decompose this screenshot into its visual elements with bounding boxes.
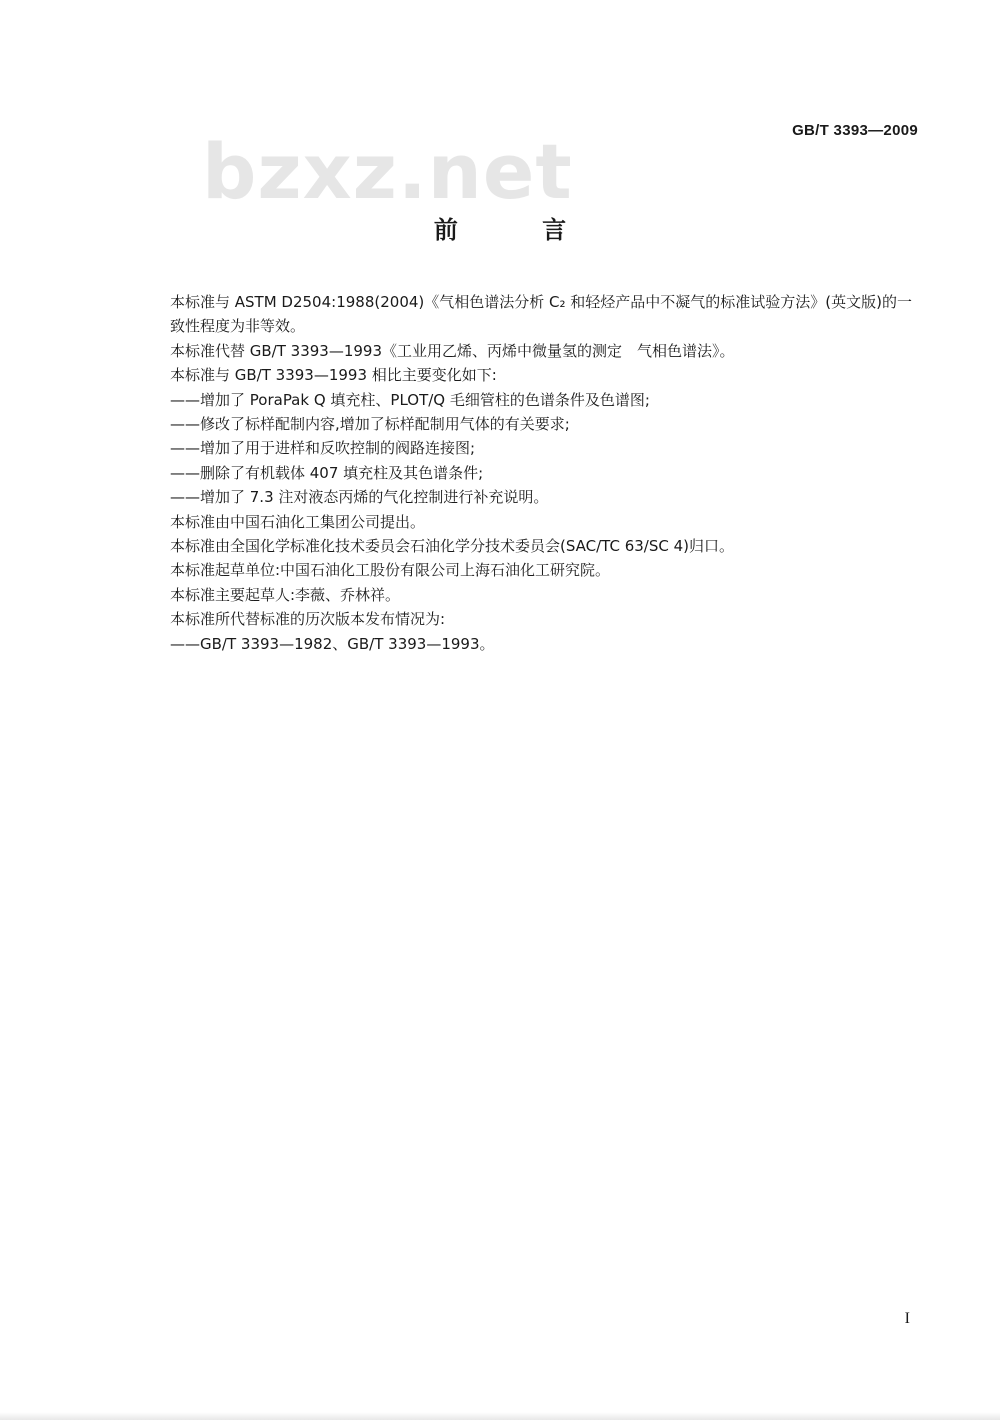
list-item: ——修改了标样配制内容,增加了标样配制用气体的有关要求; — [170, 415, 570, 434]
list-item: ——增加了 PoraPak Q 填充柱、PLOT/Q 毛细管柱的色谱条件及色谱图; — [170, 390, 650, 409]
list-item: ——增加了用于进样和反吹控制的阀路连接图; — [170, 439, 476, 458]
paragraph: 本标准由全国化学标准化技术委员会石油化学分技术委员会(SAC/TC 63/SC 4)归口。 — [170, 537, 735, 556]
paragraph: 本标准起草单位:中国石油化工股份有限公司上海石油化工研究院。 — [170, 561, 611, 580]
paragraph: 本标准主要起草人:李薇、乔林祥。 — [170, 585, 401, 604]
foreword-body — [138, 290, 920, 656]
list-item: ——增加了 7.3 注对液态丙烯的气化控制进行补充说明。 — [170, 488, 549, 507]
paragraph: 本标准与 GB/T 3393—1993 相比主要变化如下: — [170, 366, 497, 385]
paragraph: 本标准与 ASTM D2504:1988(2004)《气相色谱法分析 C₂ 和轻烃产品中不凝气的标准试验方法》(英文版)的一致性程度为非等效。 — [170, 293, 912, 336]
page-title: 前 言 — [433, 216, 605, 244]
list-item: ——GB/T 3393—1982、GB/T 3393—1993。 — [170, 634, 495, 653]
paragraph: 本标准所代替标准的历次版本发布情况为: — [170, 610, 446, 629]
paragraph: 本标准代替 GB/T 3393—1993《工业用乙烯、丙烯中微量氢的测定 气相色谱法》。 — [170, 341, 735, 360]
page-number: I — [904, 1310, 910, 1327]
page-bottom-edge — [0, 1412, 1000, 1420]
paragraph: 本标准由中国石油化工集团公司提出。 — [170, 512, 426, 531]
list-item: ——删除了有机载体 407 填充柱及其色谱条件; — [170, 463, 484, 482]
watermark: bzxz.net — [202, 127, 573, 216]
standard-code: GB/T 3393—2009 — [792, 122, 918, 139]
